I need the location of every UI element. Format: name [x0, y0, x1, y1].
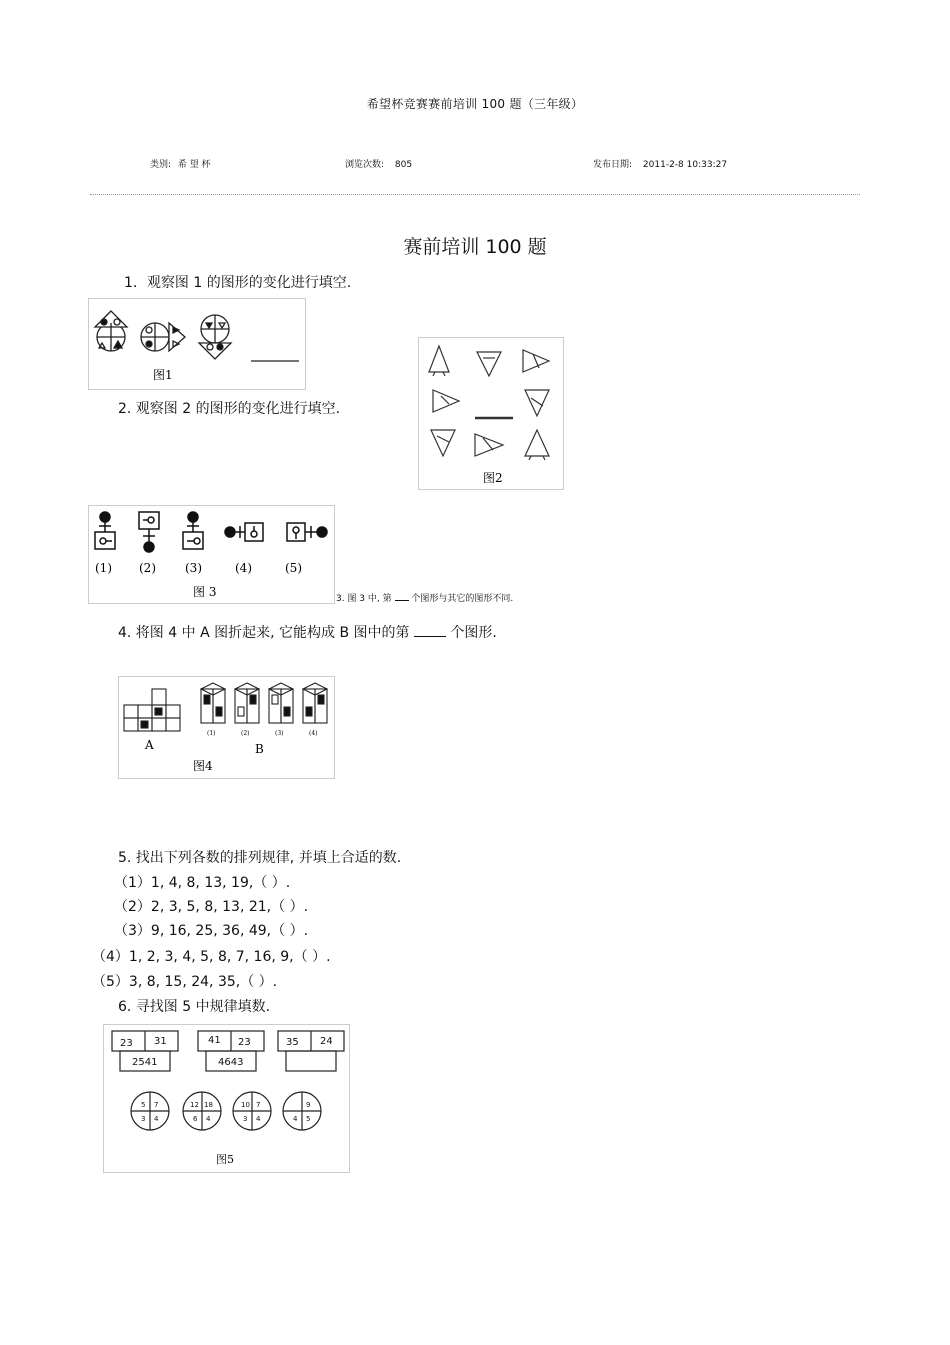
- figure-5-circle-4-br: 5: [306, 1115, 311, 1123]
- figure-5: [103, 1024, 350, 1173]
- figure-5-circle-4-tr: 9: [306, 1101, 311, 1109]
- question-6: 6. 寻找图 5 中规律填数.: [118, 999, 271, 1015]
- figure-5-box-2-right: 23: [238, 1037, 251, 1048]
- figure-3: [88, 505, 335, 604]
- views-value: 805: [394, 160, 413, 170]
- figure-5-drawing: [104, 1025, 349, 1172]
- figure-1: [88, 298, 306, 390]
- figure-5-circle-3-br: 4: [256, 1115, 261, 1123]
- question-5: 5. 找出下列各数的排列规律, 并填上合适的数.: [118, 850, 402, 866]
- question-3-suffix: 个图形与其它的图形不同.: [411, 594, 514, 604]
- figure-5-circle-1-tr: 7: [154, 1101, 159, 1109]
- figure-4-sublabel-2: (2): [241, 730, 250, 737]
- date-label: 发布日期:: [593, 160, 633, 170]
- figure-5-circle-2-br: 4: [206, 1115, 211, 1123]
- figure-3-label-1: (1): [95, 561, 112, 575]
- question-5-item-2: （2）2, 3, 5, 8, 13, 21,（ ）.: [114, 899, 309, 915]
- figure-5-box-3-right: 24: [320, 1036, 333, 1047]
- figure-4-label-a: A: [145, 738, 154, 752]
- figure-3-label-2: (2): [139, 561, 156, 575]
- category-value: 希 望 杯: [177, 160, 211, 170]
- category-meta: [150, 157, 211, 170]
- question-4-blank[interactable]: [414, 636, 446, 637]
- views-meta: [345, 157, 412, 170]
- figure-5-circle-1-br: 4: [154, 1115, 159, 1123]
- figure-5-circle-2-tr: 18: [204, 1101, 213, 1109]
- main-title: 赛前培训 100 题: [403, 236, 547, 258]
- figure-3-label-5: (5): [285, 561, 302, 575]
- figure-5-box-1-right: 31: [154, 1036, 167, 1047]
- figure-5-box-2-left: 41: [208, 1035, 221, 1046]
- question-5-item-3: （3）9, 16, 25, 36, 49,（ ）.: [114, 923, 309, 939]
- header-divider: [90, 194, 860, 195]
- figure-5-box-2-bottom: 4643: [218, 1057, 244, 1068]
- figure-5-circle-1-tl: 5: [141, 1101, 146, 1109]
- figure-5-circle-1-bl: 3: [141, 1115, 146, 1123]
- question-4-prefix: 4. 将图 4 中 A 图折起来, 它能构成 B 图中的第: [118, 625, 410, 641]
- figure-2: [418, 337, 564, 490]
- question-5-item-5: （5）3, 8, 15, 24, 35,（ ）.: [92, 974, 278, 990]
- question-5-item-4: （4）1, 2, 3, 4, 5, 8, 7, 16, 9,（ ）.: [92, 949, 331, 965]
- figure-2-drawing: [419, 338, 563, 489]
- figure-1-caption: 图1: [153, 368, 173, 382]
- views-label: 浏览次数:: [345, 160, 385, 170]
- figure-4: [118, 676, 335, 779]
- question-5-item-1: （1）1, 4, 8, 13, 19,（ ）.: [114, 875, 291, 891]
- figure-1-drawing: [89, 299, 305, 389]
- figure-5-circle-2-bl: 6: [193, 1115, 198, 1123]
- category-label: 类别:: [150, 160, 172, 170]
- figure-2-caption: 图2: [483, 471, 503, 485]
- figure-5-box-1-left: 23: [120, 1038, 133, 1049]
- figure-3-drawing: [89, 506, 334, 603]
- figure-5-circle-2-tl: 12: [190, 1101, 199, 1109]
- question-2: 2. 观察图 2 的图形的变化进行填空.: [118, 401, 341, 417]
- figure-5-box-3-left: 35: [286, 1037, 299, 1048]
- document-header-title: 希望杯竞赛赛前培训 100 题（三年级）: [366, 97, 584, 111]
- figure-4-sublabel-3: (3): [275, 730, 284, 737]
- date-value: 2011-2-8 10:33:27: [642, 160, 728, 170]
- figure-4-caption: 图4: [193, 759, 213, 773]
- question-1: 1．观察图 1 的图形的变化进行填空.: [124, 275, 352, 291]
- figure-4-drawing: [119, 677, 334, 778]
- figure-4-sublabel-4: (4): [309, 730, 318, 737]
- question-3: [336, 591, 513, 604]
- figure-4-sublabel-1: (1): [207, 730, 216, 737]
- question-4-suffix: 个图形.: [450, 625, 497, 641]
- question-4: [118, 622, 497, 642]
- figure-5-circle-3-tr: 7: [256, 1101, 261, 1109]
- figure-3-label-3: (3): [185, 561, 202, 575]
- figure-5-circle-3-tl: 10: [241, 1101, 250, 1109]
- figure-4-label-b: B: [255, 742, 264, 756]
- figure-5-box-1-bottom: 2541: [132, 1057, 158, 1068]
- figure-3-caption: 图 3: [193, 585, 217, 599]
- figure-5-caption: 图5: [216, 1153, 234, 1166]
- figure-5-circle-3-bl: 3: [243, 1115, 248, 1123]
- figure-3-label-4: (4): [235, 561, 252, 575]
- question-3-prefix: 3. 图 3 中, 第: [336, 594, 392, 604]
- date-meta: [593, 157, 727, 170]
- figure-5-circle-4-bl: 4: [293, 1115, 298, 1123]
- question-3-blank[interactable]: [395, 600, 409, 601]
